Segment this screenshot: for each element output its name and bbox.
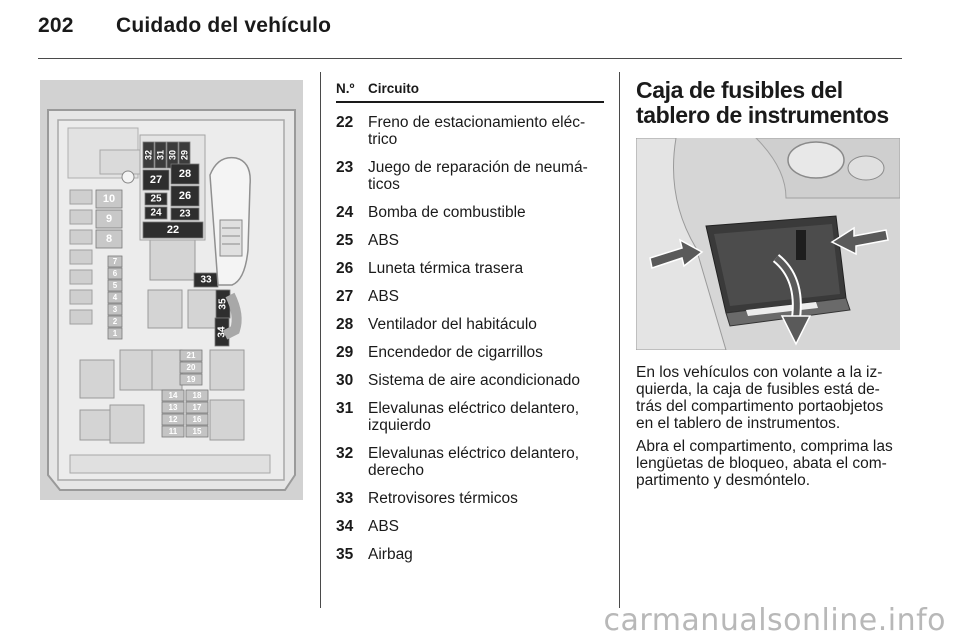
fuse-label <box>108 256 122 267</box>
fuse-number: 35 <box>336 546 354 563</box>
fuse-label <box>145 207 167 219</box>
circuit-name: Freno de estacionamiento eléc- trico <box>368 114 586 148</box>
table-body <box>336 103 604 563</box>
table-row <box>336 232 604 249</box>
fuse-label <box>108 292 122 303</box>
fuse-label <box>162 414 184 425</box>
column-divider-right <box>619 72 620 608</box>
table-row <box>336 316 604 333</box>
fuse-label <box>171 208 199 220</box>
circuit-name: Airbag <box>368 546 413 563</box>
table-row <box>336 288 604 305</box>
fuse-number: 25 <box>336 232 354 249</box>
fuse-label <box>162 390 184 401</box>
fuse-label <box>180 350 202 361</box>
fuse-number: 26 <box>336 260 354 277</box>
fuse-label <box>108 268 122 279</box>
table-row <box>336 445 604 479</box>
page-title: Cuidado del vehículo <box>116 14 332 37</box>
fuse-label <box>108 328 122 339</box>
circuit-name: Luneta térmica trasera <box>368 260 524 277</box>
column-divider-left <box>320 72 321 608</box>
svg-text:26: 26 <box>178 190 192 202</box>
fuse-label <box>108 280 122 291</box>
table-row <box>336 372 604 389</box>
svg-text:30: 30 <box>167 149 178 161</box>
svg-text:35: 35 <box>217 298 229 310</box>
page-number: 202 <box>38 14 74 37</box>
table-header <box>336 81 604 99</box>
circuit-name: Encendedor de cigarrillos <box>368 344 543 361</box>
fuse-label <box>171 164 199 184</box>
instrument-panel-illustration <box>636 138 900 350</box>
circuit-name: Sistema de aire acondicionado <box>368 372 580 389</box>
svg-text:13: 13 <box>168 403 178 412</box>
fuse-box-drawing <box>40 80 303 500</box>
fuse-label <box>186 402 208 413</box>
circuit-name: Retrovisores térmicos <box>368 490 518 507</box>
fuse-label <box>186 414 208 425</box>
table-row <box>336 490 604 507</box>
svg-text:12: 12 <box>168 415 178 424</box>
table-row <box>336 159 604 193</box>
svg-text:6: 6 <box>112 269 118 278</box>
circuit-name: Ventilador del habitáculo <box>368 316 537 333</box>
fuse-number: 24 <box>336 204 354 221</box>
svg-text:32: 32 <box>143 149 154 161</box>
svg-text:17: 17 <box>192 403 202 412</box>
fuse-label <box>108 304 122 315</box>
svg-text:21: 21 <box>186 351 196 360</box>
fuse-number: 34 <box>336 518 354 535</box>
table-row <box>336 546 604 563</box>
svg-text:28: 28 <box>178 168 192 180</box>
fuse-number: 27 <box>336 288 354 305</box>
circuit-name: ABS <box>368 518 400 535</box>
svg-text:18: 18 <box>192 391 202 400</box>
fuse-label <box>143 170 169 190</box>
svg-text:15: 15 <box>192 427 202 436</box>
fuse-table <box>336 81 604 563</box>
fuse-label <box>96 230 122 248</box>
svg-text:29: 29 <box>179 149 190 161</box>
svg-text:5: 5 <box>112 281 118 290</box>
svg-text:24: 24 <box>150 207 162 219</box>
header-circuit: Circuito <box>368 81 420 96</box>
fuse-number: 23 <box>336 159 354 176</box>
circuit-name: ABS <box>368 288 400 305</box>
fuse-number: 29 <box>336 344 354 361</box>
table-row <box>336 260 604 277</box>
svg-text:1: 1 <box>112 329 118 338</box>
paragraph-location: En los vehículos con volante a la iz- quierda, la caja de fusibles está de- trás del compartimento portaobjetos en el tablero de instrumentos. <box>636 364 884 432</box>
fuse-label <box>162 402 184 413</box>
fuse-label <box>108 316 122 327</box>
fuse-label <box>155 142 166 168</box>
header-number: N.º <box>336 81 355 96</box>
svg-text:11: 11 <box>168 427 178 436</box>
svg-text:10: 10 <box>102 193 116 205</box>
fuse-label <box>180 362 202 373</box>
fuse-label <box>180 374 202 385</box>
table-row <box>336 400 604 434</box>
circuit-name: Elevalunas eléctrico delantero, izquierdo <box>368 400 580 434</box>
fuse-label <box>186 426 208 437</box>
svg-text:31: 31 <box>155 149 166 161</box>
svg-text:14: 14 <box>168 391 178 400</box>
circuit-name: Bomba de combustible <box>368 204 526 221</box>
svg-text:19: 19 <box>186 375 196 384</box>
fuse-number: 30 <box>336 372 354 389</box>
svg-text:33: 33 <box>200 274 212 286</box>
page-header <box>38 14 331 38</box>
svg-text:3: 3 <box>112 305 118 314</box>
fuse-label <box>143 142 154 168</box>
fuse-label <box>96 210 122 228</box>
section-heading: Caja de fusibles del tablero de instrumentos <box>636 77 889 128</box>
fuse-label <box>194 273 218 287</box>
fuse-number: 32 <box>336 445 354 462</box>
fuse-number: 22 <box>336 114 354 131</box>
svg-text:22: 22 <box>166 224 180 236</box>
table-row <box>336 114 604 148</box>
fuse-number: 28 <box>336 316 354 333</box>
fuse-number: 33 <box>336 490 354 507</box>
fuse-label <box>143 222 203 238</box>
header-divider <box>38 58 902 59</box>
fuse-label <box>162 426 184 437</box>
svg-text:9: 9 <box>105 213 113 225</box>
circuit-name: Elevalunas eléctrico delantero, derecho <box>368 445 580 479</box>
svg-text:16: 16 <box>192 415 202 424</box>
fuse-label <box>186 390 208 401</box>
svg-text:23: 23 <box>179 208 191 220</box>
svg-text:20: 20 <box>186 363 196 372</box>
instrument-panel-section <box>636 78 902 489</box>
svg-text:27: 27 <box>149 174 163 186</box>
glovebox-drawing <box>636 138 900 350</box>
svg-text:7: 7 <box>112 257 118 266</box>
table-row <box>336 518 604 535</box>
table-row <box>336 204 604 221</box>
fuse-label <box>96 190 122 208</box>
fuse-label <box>171 186 199 206</box>
svg-text:25: 25 <box>150 193 162 205</box>
paragraph-removal: Abra el compartimento, comprima las lengüetas de bloqueo, abata el com- partimento y desmóntelo. <box>636 438 893 489</box>
watermark-text: carmanualsonline.info <box>603 603 946 638</box>
fuse-label <box>145 193 167 205</box>
svg-text:2: 2 <box>112 317 118 326</box>
fuse-label <box>216 290 230 318</box>
svg-text:34: 34 <box>216 326 228 338</box>
table-row <box>336 344 604 361</box>
svg-text:8: 8 <box>105 233 113 245</box>
circuit-name: Juego de reparación de neumá- ticos <box>368 159 588 193</box>
fuse-number: 31 <box>336 400 354 417</box>
circuit-name: ABS <box>368 232 400 249</box>
fuse-box-illustration <box>40 80 303 500</box>
svg-text:4: 4 <box>112 293 118 302</box>
